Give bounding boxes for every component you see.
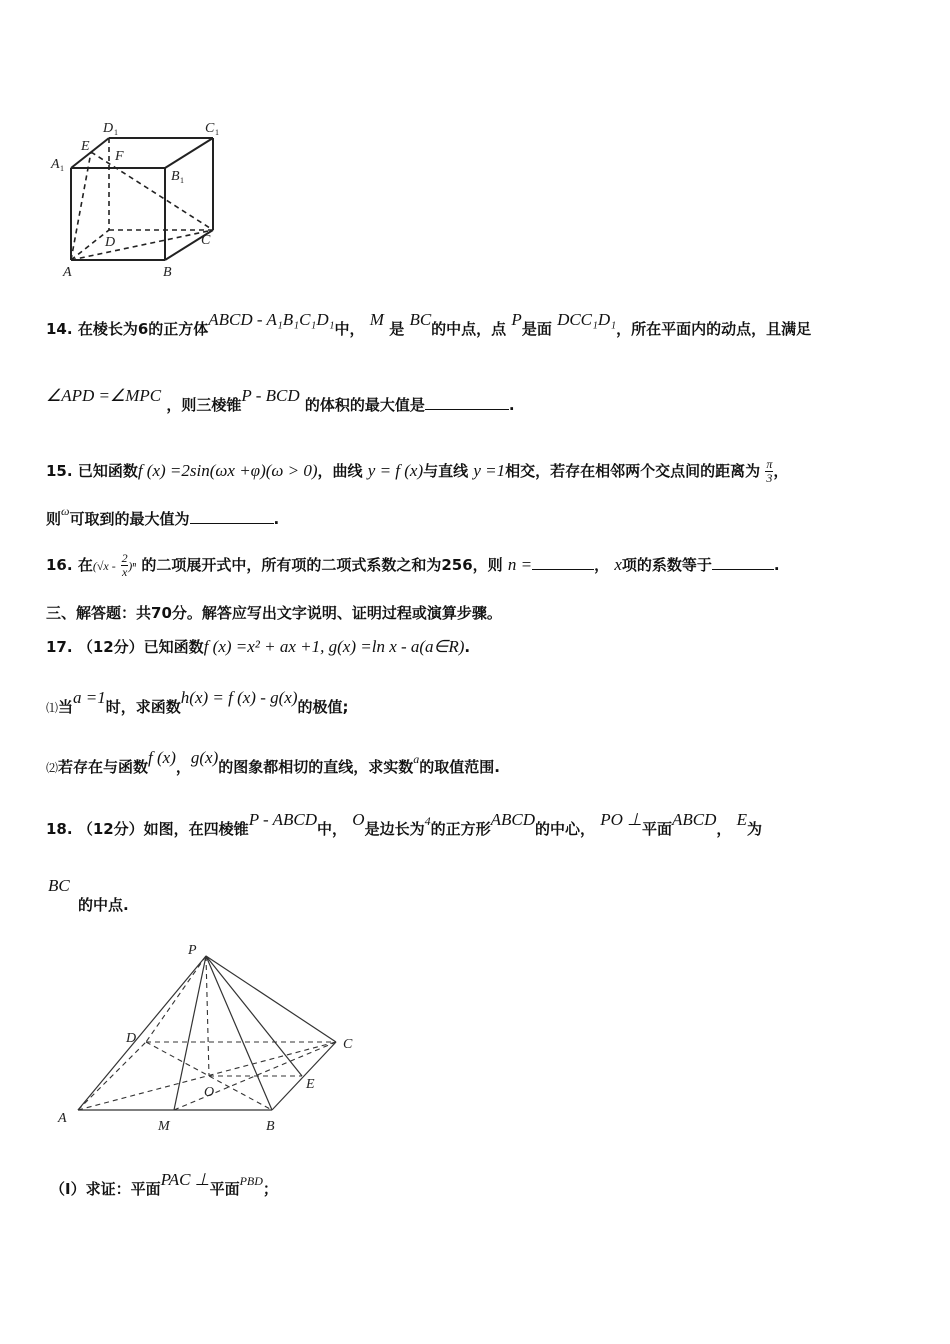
pyr-label-p: P xyxy=(188,943,197,958)
q14-line1: 14. 在棱长为6的正方体ABCD - A₁B₁C₁D₁中， M 是 BC的中点，点 P是面 DCC₁D₁，所在平面内的动点，且满足 xyxy=(46,310,812,338)
pyr-label-m: M xyxy=(158,1119,170,1134)
cube-label-f: F xyxy=(115,149,124,164)
answer-blank[interactable] xyxy=(190,509,274,524)
q18-part1: （I）求证：平面PAC ⊥平面$^{PBD}$； xyxy=(50,1170,278,1198)
cube-label-a1: A xyxy=(51,157,60,172)
cube-label-d1: D xyxy=(103,121,114,136)
pyr-label-a: A xyxy=(58,1111,67,1126)
fraction-pi-over-3: $\frac{\pi}{3}$ xyxy=(766,457,773,485)
q17-line: 17. （12分）已知函数f (x) =x² + ax +1, g(x) =ln x - a(a∈R). xyxy=(46,637,471,656)
answer-blank[interactable] xyxy=(712,555,774,570)
cube-label-a: A xyxy=(63,265,72,280)
section-title: 三、解答题：共70分。解答应写出文字说明、证明过程或演算步骤。 xyxy=(46,604,502,622)
q18-line1: 18. （12分）如图，在四棱锥P - ABCD中， O是边长为$^4$的正方形ABCD的中心， PO ⊥平面ABCD， E为 xyxy=(46,810,763,838)
cube-label-c1: C xyxy=(205,121,215,136)
pyr-label-c: C xyxy=(343,1037,353,1052)
svg-text:1: 1 xyxy=(215,128,219,137)
pyr-label-b: B xyxy=(266,1119,275,1134)
svg-text:1: 1 xyxy=(114,128,118,137)
cube-label-e: E xyxy=(81,139,90,154)
answer-blank[interactable] xyxy=(532,555,594,570)
q15-line2: 则$^\omega$可取到的最大值为 . xyxy=(46,504,280,528)
q17-part2: ⑵若存在与函数f (x)，g(x)的图象都相切的直线，求实数$^a$的取值范围. xyxy=(46,748,500,776)
cube-label-b: B xyxy=(163,265,172,280)
q17-part1: ⑴当a =1时，求函数h(x) = f (x) - g(x)的极值; xyxy=(46,688,349,716)
cube-label-d: D xyxy=(105,235,116,250)
q16-line: 16. 在(√x - $\frac{2}{x}$ )ⁿ 的二项展开式中，所有项的二项式系数之和为256，则 n = ， x项的系数等于 . xyxy=(46,551,780,579)
pyramid-figure xyxy=(50,938,370,1138)
answer-blank[interactable] xyxy=(425,395,509,410)
q15-line1: 15. 已知函数f (x) =2sin(ωx +φ)(ω > 0)，曲线 y = f (x)与直线 y =1相交，若存在相邻两个交点间的距离为 $\frac{\pi}{3}$ ， xyxy=(46,457,789,485)
svg-text:1: 1 xyxy=(60,164,64,173)
svg-text:1: 1 xyxy=(180,176,184,185)
pyr-label-d: D xyxy=(126,1031,137,1046)
pyr-label-o: O xyxy=(204,1085,215,1100)
cube-figure xyxy=(45,118,235,283)
cube-label-c: C xyxy=(201,233,211,248)
fraction-2-over-x: $\frac{2}{x}$ xyxy=(121,551,128,579)
cube-label-b1: B xyxy=(171,169,180,184)
q18-line2: BC 的中点. xyxy=(48,876,129,914)
pyr-label-e: E xyxy=(306,1077,315,1092)
q14-line2: ∠APD =∠MPC ，则三棱锥P - BCD 的体积的最大值是 . xyxy=(46,386,515,414)
